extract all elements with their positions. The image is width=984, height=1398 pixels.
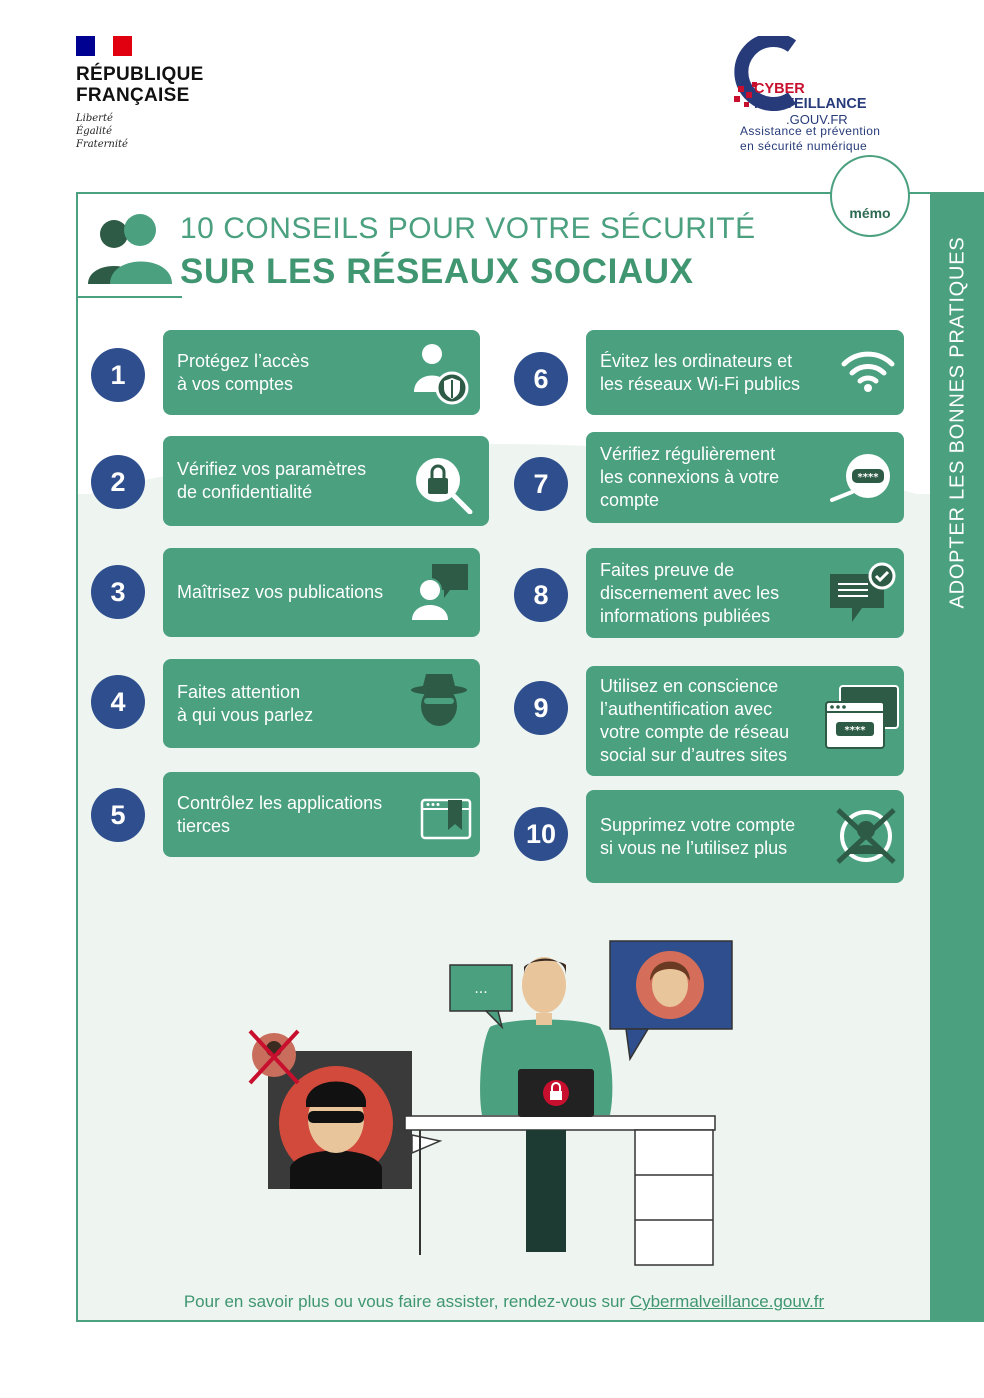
tip-7-number: 7 [514,457,568,511]
svg-text:****: **** [844,725,866,736]
tip-8-number: 8 [514,568,568,622]
user-crossed-icon [834,806,898,866]
title-line2: SUR LES RÉSEAUX SOCIAUX [180,252,694,291]
gouv-fr-word: .GOUV.FR [786,112,848,127]
tip-9-number: 9 [514,681,568,735]
tip-10-number: 10 [514,807,568,861]
tip-6-number: 6 [514,352,568,406]
svg-text:****: **** [857,472,879,483]
tip-8-line-2: discernement avec les [600,582,780,603]
tip-9-line-4: social sur d’autres sites [600,745,788,765]
side-label: ADOPTER LES BONNES PRATIQUES [946,235,969,609]
tip-2-line-2: de confidentialité [177,482,313,502]
tip-4-line-2: à qui vous parlez [177,704,314,725]
rf-title-line1: RÉPUBLIQUE [76,64,204,85]
wifi-icon [840,348,896,394]
tip-10-line-1: Supprimez votre compte [600,814,796,835]
cyber-tagline-1: Assistance et prévention [740,124,881,138]
tip-9-line-2: l’authentification avec [600,699,773,719]
tip-1-line-2: à vos comptes [177,373,294,394]
footer-link[interactable]: Cybermalveillance.gouv.fr [629,1292,825,1311]
tip-2-number: 2 [91,455,145,509]
people-icon [86,206,176,286]
republique-francaise-logo [76,36,236,151]
tip-1-line-1: Protégez l’accès [177,350,310,371]
lock-magnifier-icon [412,454,474,514]
rf-motto-egalite: Égalité [76,126,112,137]
tip-7-line-1: Vérifiez régulièrement [600,444,776,464]
tip-2-line-1: Vérifiez vos paramètres [177,459,367,479]
memo-badge [830,155,910,237]
illustration-user-at-desk [240,935,780,1275]
rf-motto-fraternite: Fraternité [76,139,128,150]
tip-4-number: 4 [91,675,145,729]
cyber-tagline-2: en sécurité numérique [740,139,868,153]
side-label-wrap [932,192,984,652]
cybermalveillance-logo [730,36,930,156]
marianne-flag-icon [76,36,132,56]
tip-9-line-1: Utilisez en conscience [600,676,779,696]
rf-motto-liberte: Liberté [76,113,113,124]
browser-password-icon [824,684,900,752]
tip-3-number: 3 [91,565,145,619]
tip-5-line-2: tierces [177,815,231,836]
tip-7-line-3: compte [600,490,660,510]
title-line1: 10 CONSEILS POUR VOTRE SÉCURITÉ [180,212,756,245]
tip-6-line-2: les réseaux Wi-Fi publics [600,373,801,394]
footer-text: Pour en savoir plus ou vous faire assister, rendez-vous sur [183,1292,630,1311]
tip-5-line-1: Contrôlez les applications [177,792,383,813]
rf-title-line2: FRANÇAISE [76,85,190,106]
chat-bubble-text: ... [474,981,488,997]
tip-8-line-1: Faites preuve de [600,559,735,580]
browser-bookmark-icon [420,798,472,840]
tip-1-number: 1 [91,348,145,402]
footer [76,1292,932,1312]
user-shield-icon [410,340,470,406]
spy-icon [410,670,468,734]
tip-9-line-3: votre compte de réseau [600,722,790,742]
title-underline [78,296,182,298]
cyber-word: CYBER [754,81,805,97]
tip-5-number: 5 [91,788,145,842]
tip-10-line-2: si vous ne l’utilisez plus [600,837,788,858]
tip-4-line-1: Faites attention [177,681,301,702]
tip-3-line-1: Maîtrisez vos publications [177,582,384,602]
tip-7-line-2: les connexions à votre [600,467,780,487]
password-magnifier-icon [828,454,894,502]
tip-8-line-3: informations publiées [600,605,771,626]
message-check-icon [828,562,896,626]
malveillance-word: MALVEILLANCE [754,96,867,112]
memo-label: mémo [849,205,891,221]
user-speech-bubble-icon [410,560,472,622]
tip-6-line-1: Évitez les ordinateurs et [600,350,793,371]
